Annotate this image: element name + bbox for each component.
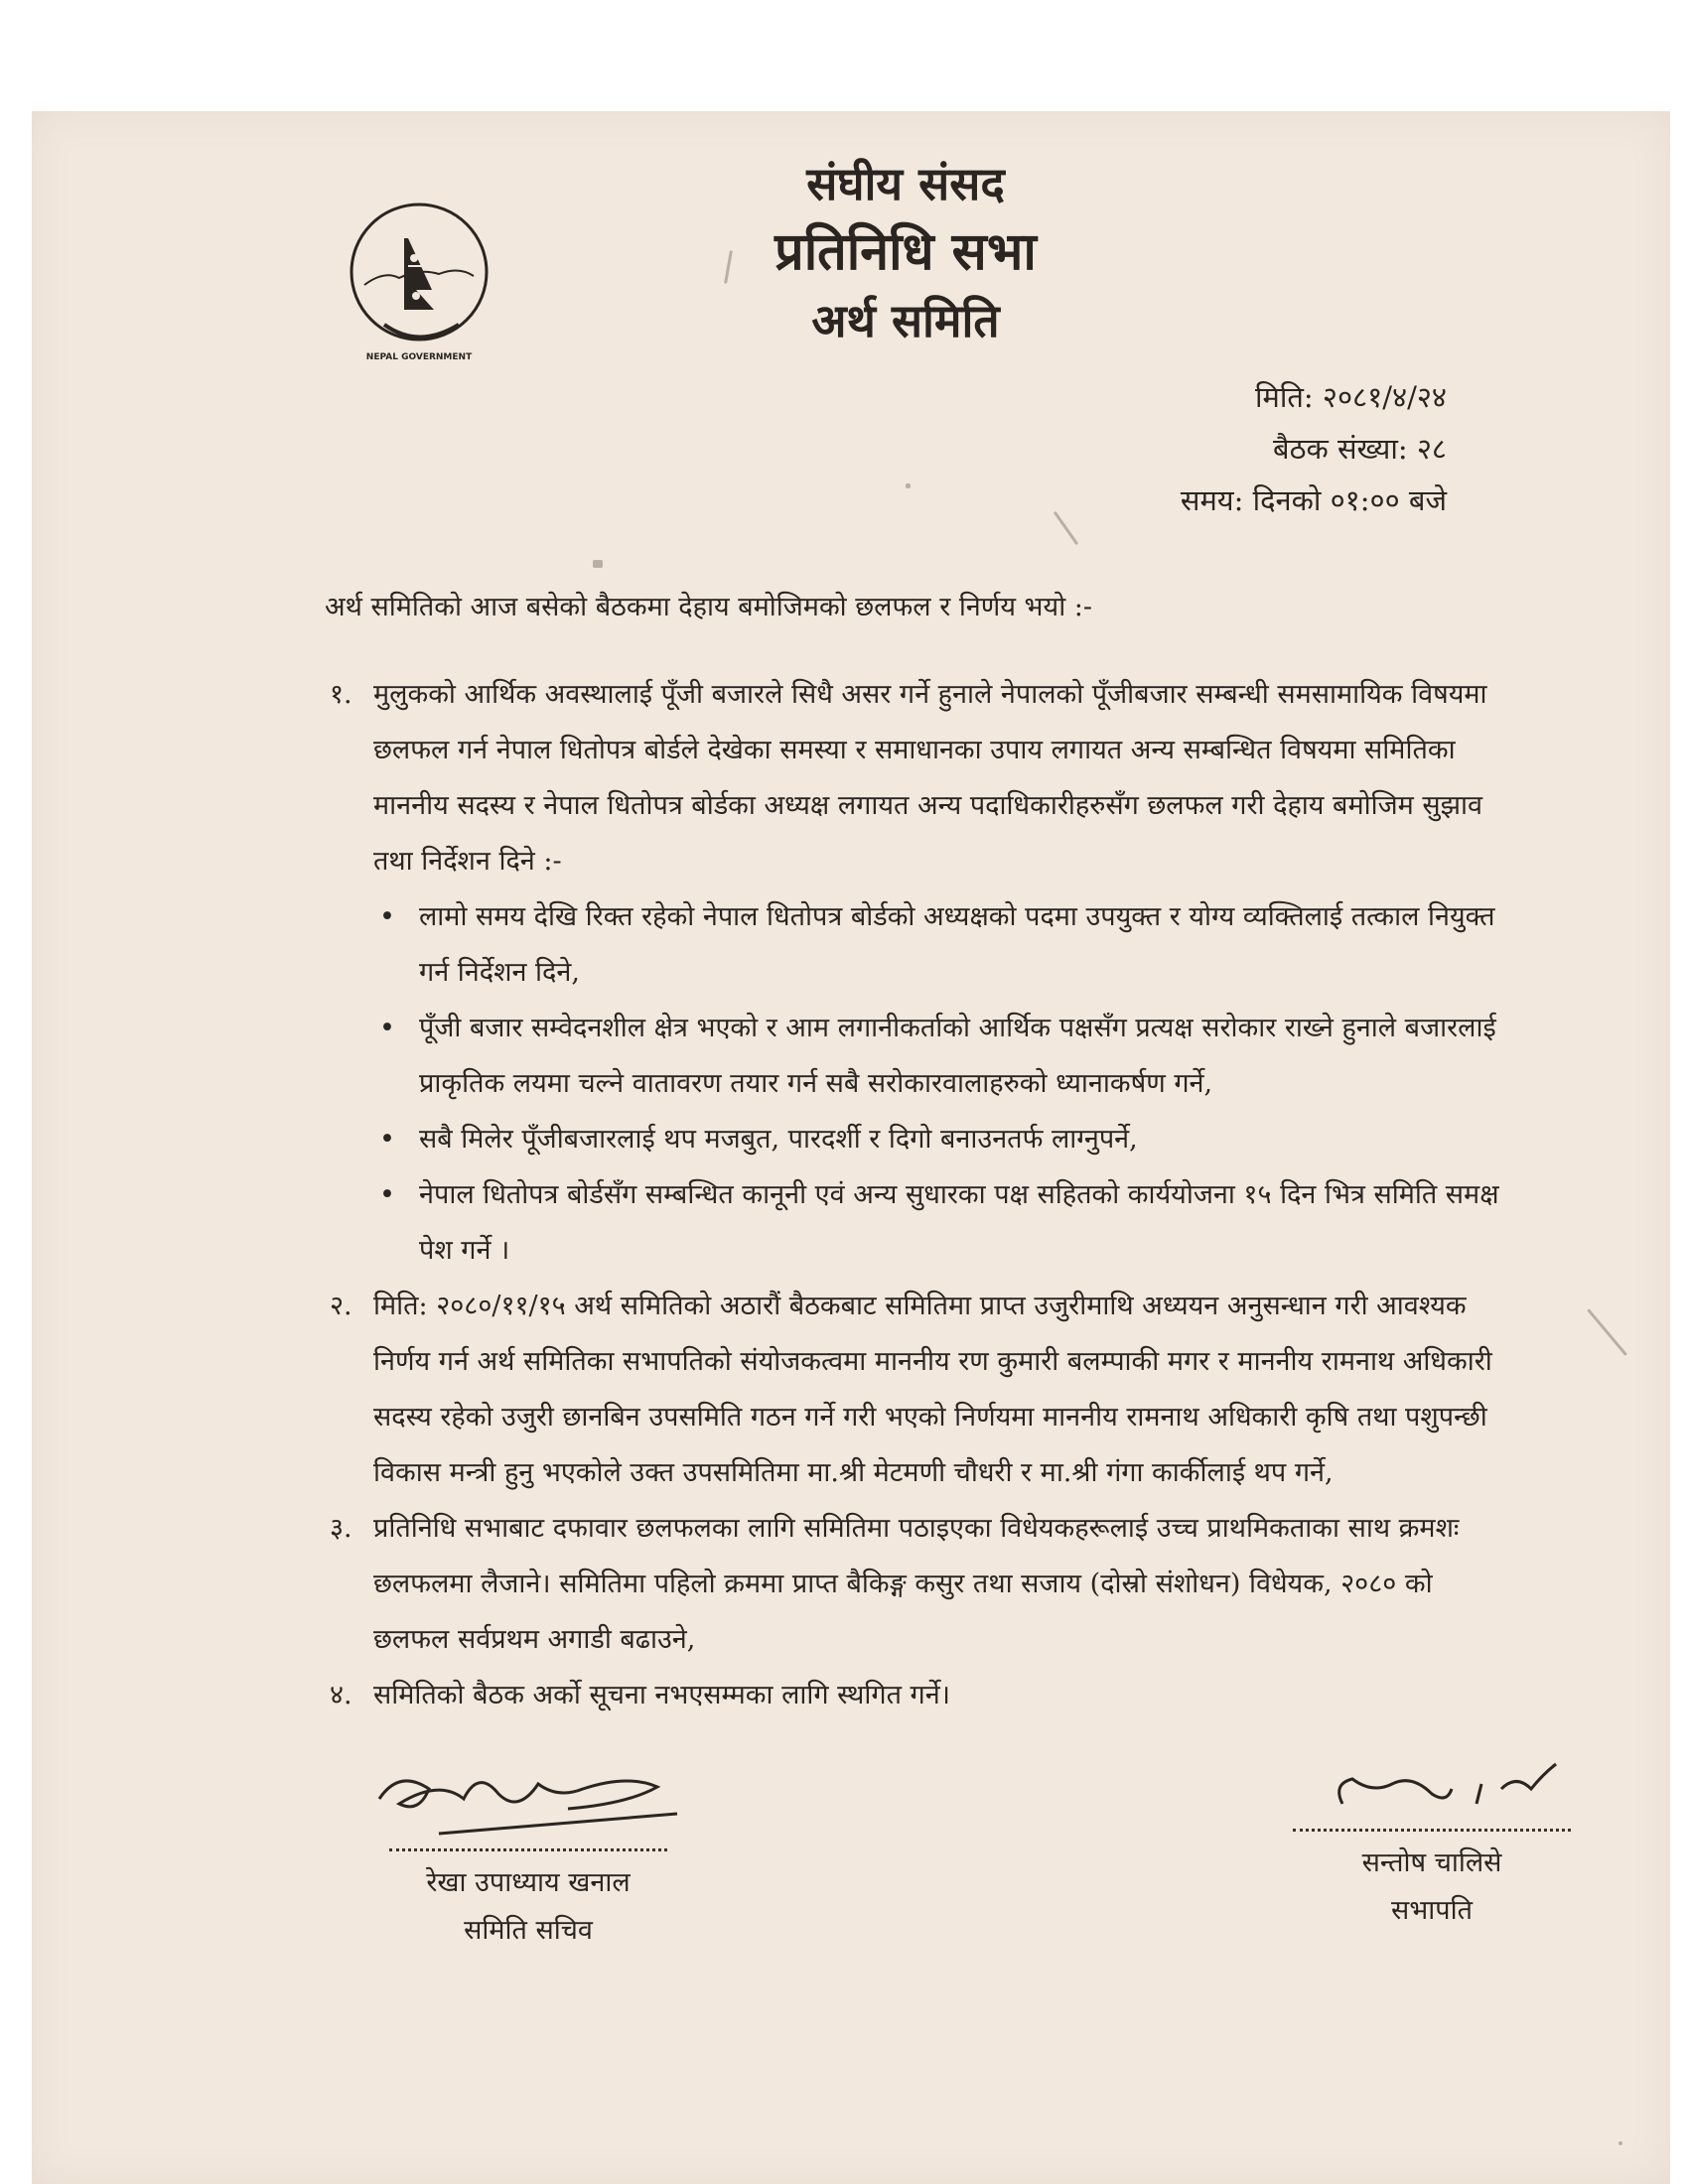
header-line-house: प्रतिनिधि सभा [774, 221, 1037, 282]
suggestion-text: नेपाल धितोपत्र बोर्डसँग सम्बन्धित कानूनी एवं अन्य सुधारका पक्ष सहितको कार्ययोजना १५ दिन भित्र समिति समक्ष पेश गर्ने । [419, 1179, 1499, 1266]
decision-number: ३. [330, 1513, 352, 1544]
meeting-date: मिति: २०८१/४/२४ [1255, 380, 1447, 414]
suggestion-item [330, 1001, 1501, 1112]
decisions-list [330, 667, 1501, 1723]
bullet-icon: • [379, 1179, 395, 1210]
chair-name: सन्तोष चालिसे [1361, 1847, 1502, 1878]
bullet-icon: • [379, 1013, 395, 1043]
nepal-emblem-icon [345, 201, 503, 369]
suggestion-list [330, 889, 1501, 1279]
header-line-parliament: संघीय संसद [806, 157, 1005, 210]
meeting-meta [1181, 371, 1447, 526]
decision-text: प्रतिनिधि सभाबाट दफावार छलफलका लागि समितिमा पठाइएका विधेयकहरूलाई उच्च प्राथमिकताका साथ क्रमशः छलफलमा लैजाने। समितिमा पहिलो क्रममा प्राप्त बैकिङ्ग कसुर तथा सजाय (दोस्रो संशोधन) विधेयक, २०८० को छलफल सर्वप्रथम अगाडी बढाउने, [373, 1513, 1460, 1655]
decision-number: २. [330, 1291, 352, 1321]
signature-line [389, 1848, 667, 1851]
decision-number: ४. [330, 1680, 352, 1710]
meeting-time: समय: दिनको ०१:०० बजे [1180, 483, 1447, 517]
decision-item [330, 1668, 1501, 1723]
bullet-icon: • [379, 1124, 395, 1155]
paper-speck [1054, 511, 1078, 545]
emblem-caption: NEPAL GOVERNMENT [365, 352, 473, 362]
paper-speck [1587, 1308, 1627, 1356]
paper-speck [593, 560, 603, 568]
decision-text: समितिको बैठक अर्को सूचना नभएसम्मका लागि स्थगित गर्ने। [373, 1680, 950, 1710]
paper-speck [906, 483, 911, 488]
paper-speck [1618, 2141, 1622, 2145]
suggestion-item [330, 1112, 1501, 1167]
intro-text: अर्थ समितिको आज बसेको बैठकमा देहाय बमोजिमको छलफल र निर्णय भयो :- [325, 592, 1092, 622]
suggestion-text: सबै मिलेर पूँजीबजारलाई थप मजबुत, पारदर्शी र दिगो बनाउनतर्फ लाग्नुपर्ने, [419, 1124, 1138, 1155]
handwritten-signature-icon [1283, 1749, 1581, 1829]
chair-title: सभापति [1391, 1895, 1473, 1926]
suggestion-text: पूँजी बजार सम्वेदनशील क्षेत्र भएको र आम लगानीकर्ताको आर्थिक पक्षसँग प्रत्यक्ष सरोकार राख्ने हुनाले बजारलाई प्राकृतिक लयमा चल्ने वातावरण तयार गर्न सबै सरोकारवालाहरुको ध्यानाकर्षण गर्ने, [419, 1013, 1496, 1099]
signature-line [1293, 1829, 1571, 1832]
letterhead [628, 151, 1184, 353]
document-page [32, 111, 1670, 2184]
decision-text: मुलुकको आर्थिक अवस्थालाई पूँजी बजारले सिधै असर गर्ने हुनाले नेपालको पूँजीबजार सम्बन्धी समसामायिक विषयमा छलफल गर्न नेपाल धितोपत्र बोर्डले देखेका समस्या र समाधानका उपाय लगायत अन्य सम्बन्धित विषयमा समितिका माननीय सदस्य र नेपाल धितोपत्र बोर्डका अध्यक्ष लगायत अन्य पदाधिकारीहरुसँग छलफल गरी देहाय बमोजिम सुझाव तथा निर्देशन दिने :- [373, 679, 1487, 877]
chair-signature-block [1273, 1749, 1591, 1935]
secretary-name: रेखा उपाध्याय खनाल [426, 1867, 631, 1898]
header-line-committee: अर्थ समिति [811, 294, 1000, 347]
suggestion-item [330, 1167, 1501, 1279]
decision-text: मिति: २०८०/११/१५ अर्थ समितिको अठारौं बैठकबाट समितिमा प्राप्त उजुरीमाथि अध्ययन अनुसन्धान गरी आवश्यक निर्णय गर्न अर्थ समितिका सभापतिको संयोजकत्वमा माननीय रण कुमारी बलम्पाकी मगर र माननीय रामनाथ अधिकारी सदस्य रहेको उजुरी छानबिन उपसमिति गठन गर्ने गरी भएको निर्णयमा माननीय रामनाथ अधिकारी कृषि तथा पशुपन्छी विकास मन्त्री हुनु भएकोले उक्त उपसमितिमा मा.श्री मेटमणी चौधरी र मा.श्री गंगा कार्कीलाई थप गर्ने, [373, 1291, 1492, 1488]
bullet-icon: • [379, 901, 395, 932]
suggestion-text: लामो समय देखि रिक्त रहेको नेपाल धितोपत्र बोर्डको अध्यक्षको पदमा उपयुक्त र योग्य व्यक्तिलाई तत्काल नियुक्त गर्न निर्देशन दिने, [419, 901, 1495, 988]
decision-number: १. [330, 679, 352, 710]
handwritten-signature-icon [369, 1759, 687, 1848]
decision-item [330, 667, 1501, 889]
decision-item [330, 1501, 1501, 1668]
decision-item [330, 1279, 1501, 1501]
secretary-signature-block [369, 1759, 687, 1955]
suggestion-item [330, 889, 1501, 1001]
secretary-title: समिति सचिव [464, 1915, 593, 1946]
meeting-number: बैठक संख्या: २८ [1273, 432, 1447, 466]
